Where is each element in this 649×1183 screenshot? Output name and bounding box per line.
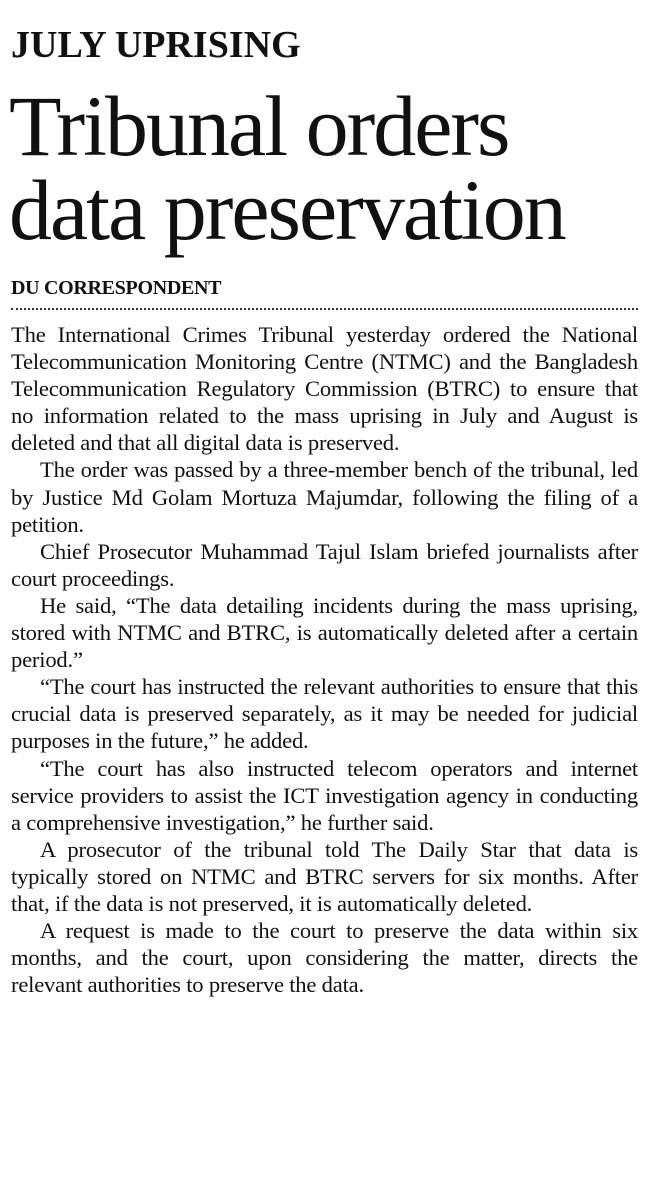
paragraph: He said, “The data detailing incidents during the mass uprising, stored with NTMC and BTRC, is automatically deleted after a certain period.” [11, 592, 638, 673]
paragraph: Chief Prosecutor Muhammad Tajul Islam briefed journalists after court proceedings. [11, 538, 638, 591]
paragraph: The International Crimes Tribunal yesterday ordered the National Telecommunication Monitoring Centre (NTMC) and the Bangladesh Telecommunication Regulatory Commission (BTRC) to ensure that no information related to the mass uprising in July and August is deleted and that all digital data is preserved. [11, 322, 638, 456]
paragraph: A request is made to the court to preserve the data within six months, and the court, upon considering the matter, directs the relevant authorities to preserve the data. [11, 918, 638, 998]
paragraph: “The court has instructed the relevant authorities to ensure that this crucial data is preserved separately, as it may be needed for judicial purposes in the future,” he added. [11, 674, 638, 754]
byline: DU CORRESPONDENT [11, 277, 222, 299]
paragraph: A prosecutor of the tribunal told The Daily Star that data is typically stored on NTMC and BTRC servers for six months. After that, if the data is not preserved, it is automatically deleted. [11, 836, 638, 916]
headline: Tribunal orders data preservation [9, 78, 565, 258]
dotted-divider [11, 308, 638, 310]
article-body [11, 321, 638, 998]
news-article [11, 0, 638, 998]
paragraph: “The court has also instructed telecom operators and internet service providers to assist the ICT investigation agency in conducting a comprehensive investigation,” he further said. [11, 755, 638, 835]
section-kicker: JULY UPRISING [11, 24, 301, 66]
paragraph: The order was passed by a three-member bench of the tribunal, led by Justice Md Golam Mortuza Majumdar, following the filing of a petition. [11, 457, 638, 537]
